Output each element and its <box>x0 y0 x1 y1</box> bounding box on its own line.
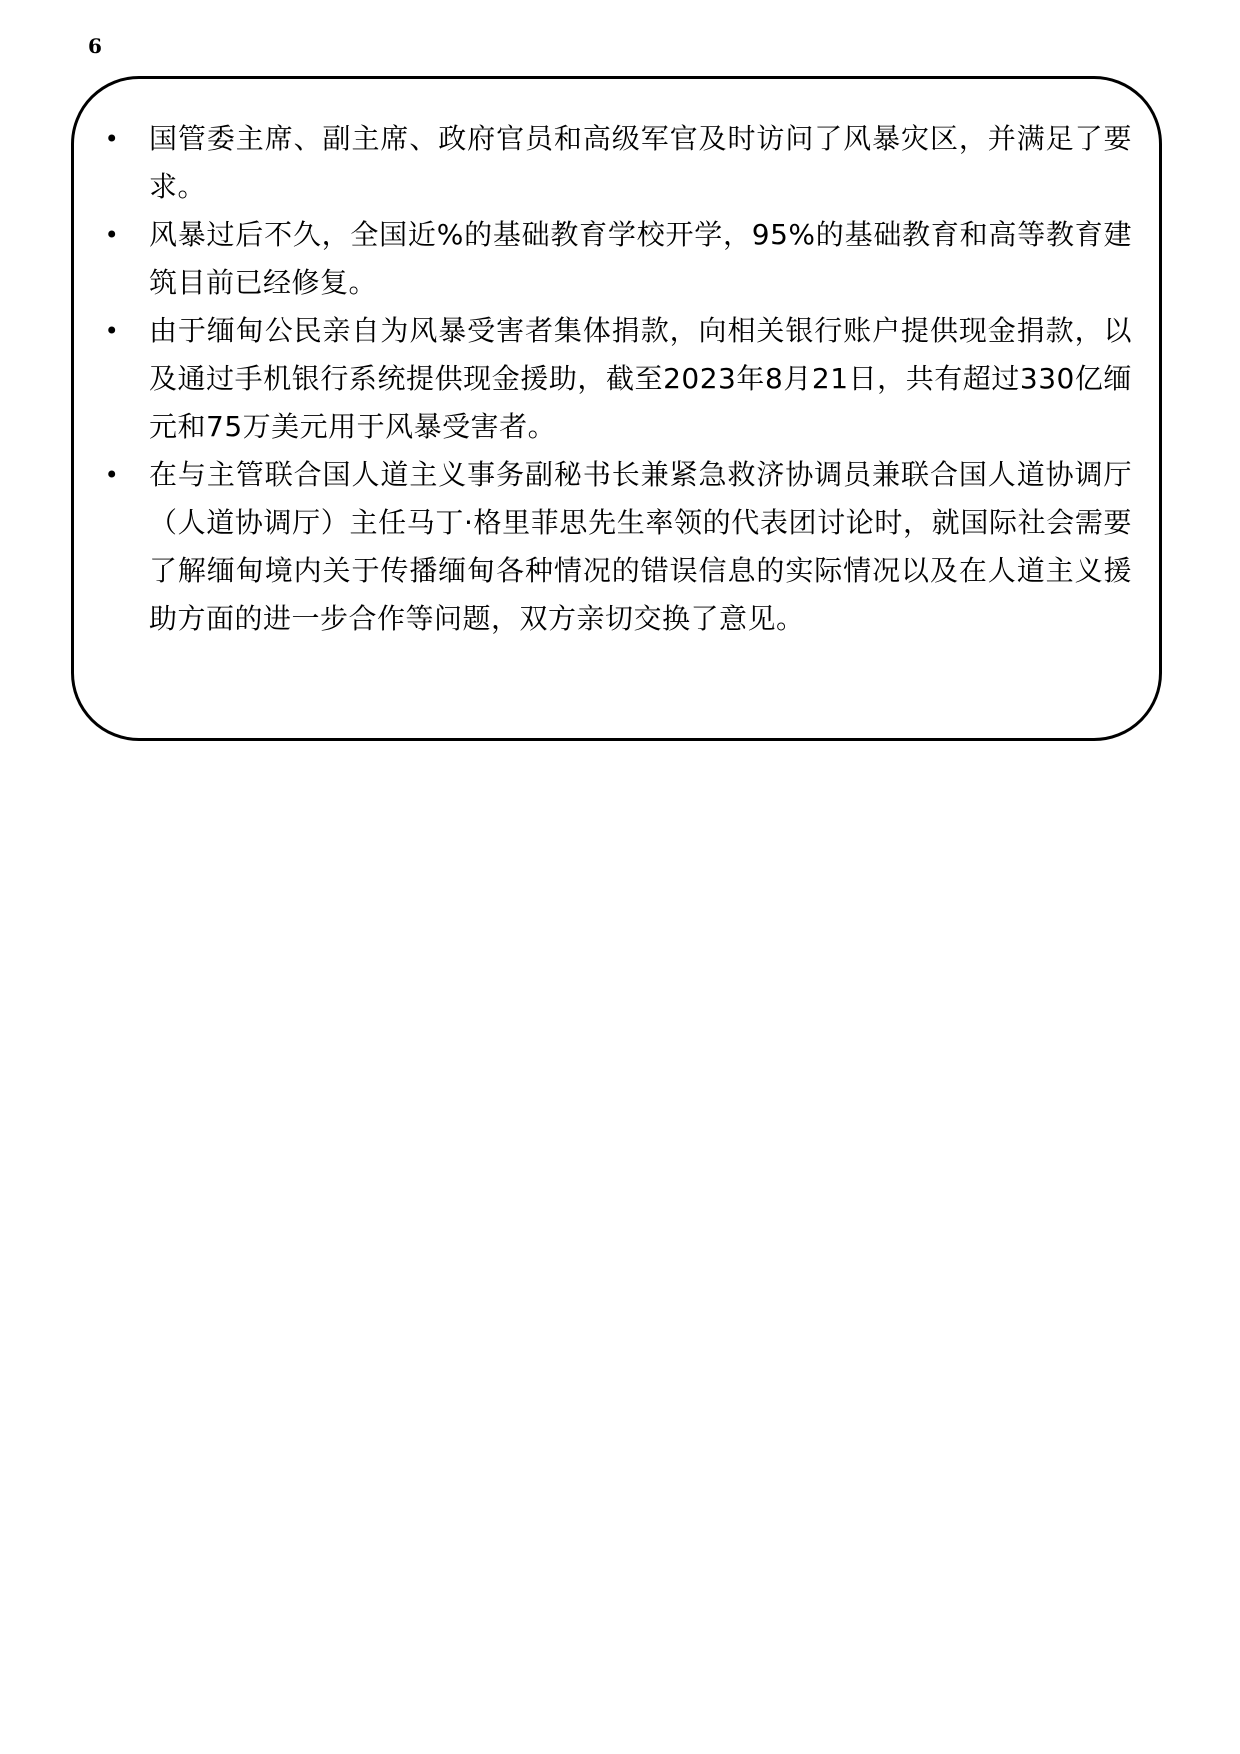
bullet-icon: • <box>104 221 120 249</box>
bullet-item <box>104 307 1132 451</box>
bullet-text: 国管委主席、副主席、政府官员和高级军官及时访问了风暴灾区，并满足了要求。 <box>149 122 1132 203</box>
bullet-text: 风暴过后不久，全国近%的基础教育学校开学，95%的基础教育和高等教育建筑目前已经修复。 <box>149 218 1132 299</box>
bullet-item <box>104 211 1132 307</box>
page-number: 6 <box>88 34 102 58</box>
bullet-item <box>104 115 1132 211</box>
bullet-icon: • <box>104 461 120 489</box>
summary-box <box>71 76 1162 741</box>
bullet-list <box>104 115 1132 643</box>
bullet-text: 由于缅甸公民亲自为风暴受害者集体捐款，向相关银行账户提供现金捐款，以及通过手机银行系统提供现金援助，截至2023年8月21日，共有超过330亿缅元和75万美元用于风暴受害者。 <box>149 314 1132 443</box>
bullet-text: 在与主管联合国人道主义事务副秘书长兼紧急救济协调员兼联合国人道协调厅（人道协调厅）主任马丁·格里菲思先生率领的代表团讨论时，就国际社会需要了解缅甸境内关于传播缅甸各种情况的错误信息的实际情况以及在人道主义援助方面的进一步合作等问题，双方亲切交换了意见。 <box>149 458 1132 635</box>
bullet-icon: • <box>104 317 120 345</box>
bullet-item <box>104 451 1132 643</box>
bullet-icon: • <box>104 125 120 153</box>
